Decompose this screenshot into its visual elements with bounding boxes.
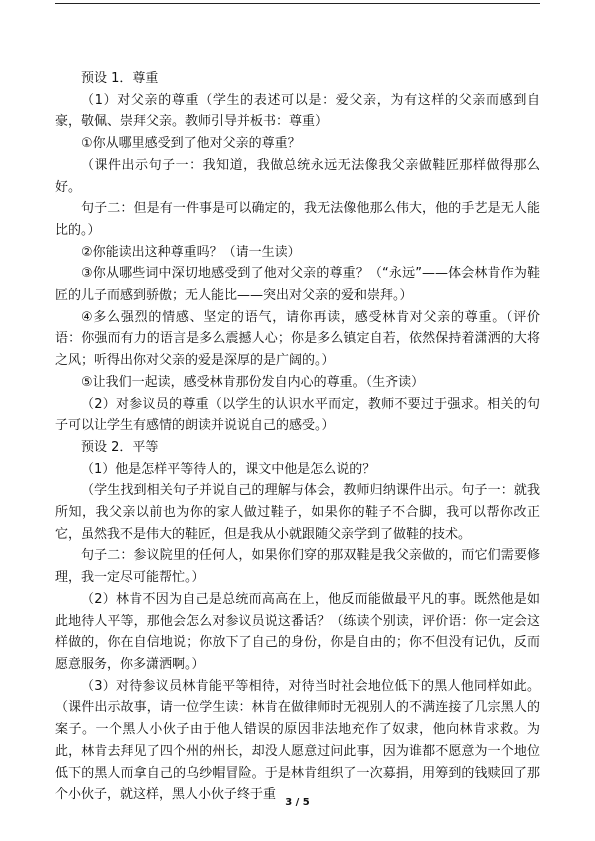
paragraph: （1）对父亲的尊重（学生的表述可以是：爱父亲，为有这样的父亲而感到自豪，敬佩、崇拜父亲。教师引导并板书：尊重） bbox=[55, 92, 540, 130]
paragraph: ⑤让我们一起读，感受林肯那份发自内心的尊重。（生齐读） bbox=[81, 374, 425, 390]
paragraph: （3）对待参议员林肯能平等相待，对待当时社会地位低下的黑人他同样如此。（课件出示故事，请一位学生读：林肯在做律师时无视别人的不满连接了几宗黑人的案子。一个黑人小伙子由于他人错误的原因非法地充作了奴隶，他向林肯求救。为此，林肯去拜见了四个州的州长，却没人愿意过问此事，因为谁都不愿意为一个地位低下的黑人而拿自己的乌纱帽冒险。于是林肯组织了一次募捐，用筹到的钱赎回了那个小伙子，就这样，黑人小伙子终于重 bbox=[55, 678, 540, 803]
paragraph: 句子二：但是有一件事是可以确定的，我无法像他那么伟大，他的手艺是无人能比的。） bbox=[55, 201, 540, 238]
paragraph: （2）林肯不因为自己是总统而高高在上，他反而能做最平凡的事。既然他是如此地待人平等，那他会怎么对参议员说这番话？（练读个别读，评价语：你一定会这样做的，你在自信地说；你放下了自己的身份，你是自由的；你不但没有记仇，反而愿意服务，你多潇洒啊。） bbox=[55, 591, 540, 672]
heading-preset-1: 预设 1．尊重 bbox=[81, 71, 159, 86]
paragraph: ③你从哪些词中深切地感受到了他对父亲的尊重？（“永远”——体会林肯作为鞋匠的儿子而感到骄傲；无人能比——突出对父亲的爱和崇拜。） bbox=[55, 266, 540, 304]
paragraph: ②你能读出这种尊重吗？（请一生读） bbox=[81, 244, 301, 260]
paragraph: （学生找到相关句子并说自己的理解与体会，教师归纳课件出示。句子一：就我所知，我父亲以前也为你的家人做过鞋子，如果你的鞋子不合脚，我可以帮你改正它，虽然我不是伟大的鞋匠，但是我从小就跟随父亲学到了做鞋的技术。 bbox=[55, 483, 540, 542]
paragraph: ①你从哪里感受到了他对父亲的尊重？ bbox=[81, 136, 301, 152]
paragraph: （2）对参议员的尊重（以学生的认识水平而定，教师不要过于强求。相关的句子可以让学生有感情的朗读并说说自己的感受。） bbox=[55, 396, 540, 434]
page-number: 3 / 5 bbox=[285, 797, 310, 808]
paragraph: 句子二：参议院里的任何人，如果你们穿的那双鞋是我父亲做的，而它们需要修理，我一定尽可能帮忙。） bbox=[55, 548, 540, 586]
paragraph: （课件出示句子一：我知道，我做总统永远无法像我父亲做鞋匠那样做得那么好。 bbox=[55, 157, 540, 195]
header-rule bbox=[55, 3, 540, 4]
heading-preset-2: 预设 2．平等 bbox=[81, 439, 159, 455]
paragraph: ④多么强烈的情感、坚定的语气，请你再读，感受林肯对父亲的尊重。（评价语：你强而有力的语言是多么震撼人心；你是多么镇定自若，依然保持着潇洒的大将之风；听得出你对父亲的爱是深厚的是广阔的。） bbox=[55, 309, 540, 369]
paragraph: （1）他是怎样平等待人的，课文中他是怎么说的？ bbox=[81, 461, 376, 477]
document-body bbox=[55, 68, 540, 806]
